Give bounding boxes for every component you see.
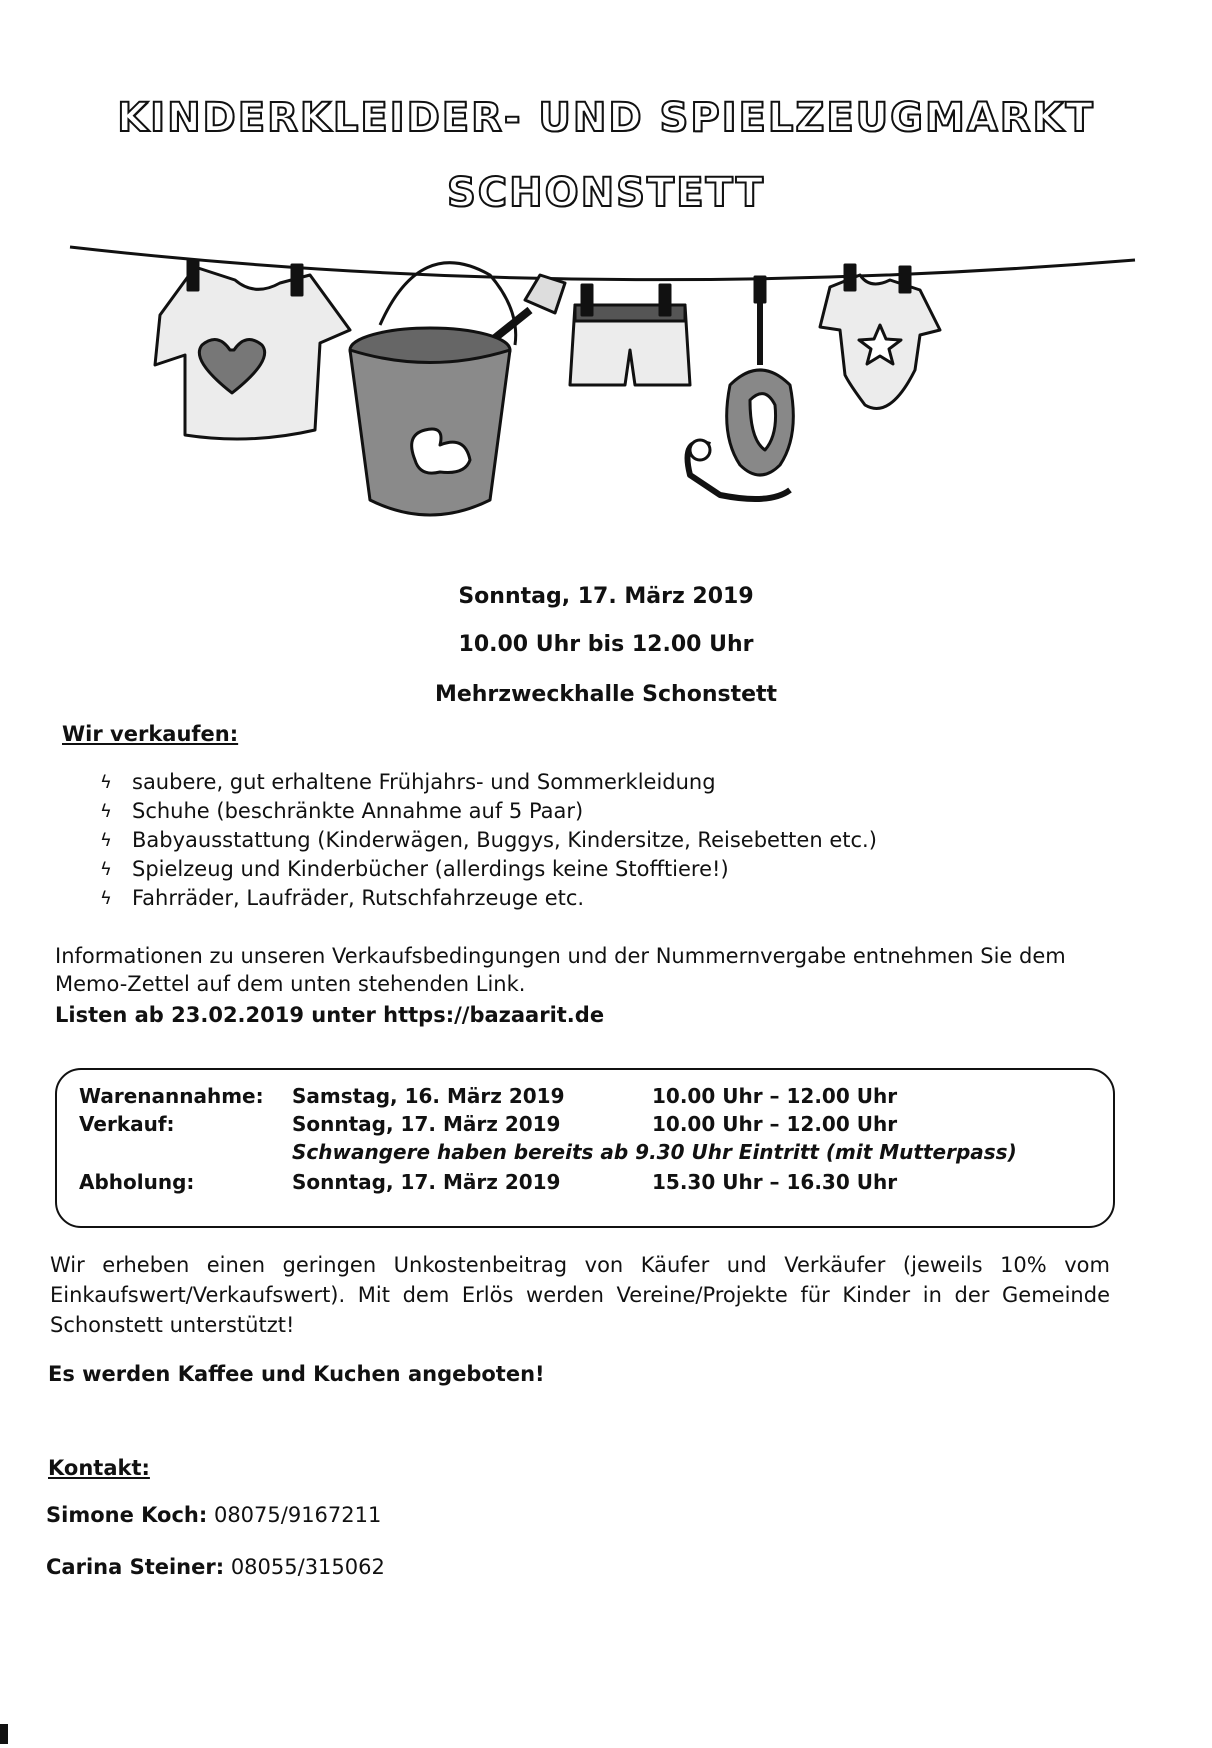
clothesline-illustration bbox=[60, 235, 1140, 565]
schedule-time: 10.00 Uhr – 12.00 Uhr bbox=[652, 1084, 898, 1108]
schedule-box bbox=[55, 1068, 1115, 1228]
contact-line bbox=[46, 1503, 381, 1527]
list-item: ϟ Babyausstattung (Kinderwägen, Buggys, Kindersitze, Reisebetten etc.) bbox=[100, 826, 877, 855]
event-place: Mehrzweckhalle Schonstett bbox=[434, 682, 778, 707]
contact-name: Carina Steiner: bbox=[46, 1555, 225, 1579]
snorkel-mask-icon bbox=[688, 277, 794, 499]
flash-bullet-icon: ϟ bbox=[100, 859, 112, 880]
schedule-date: Sonntag, 17. März 2019 bbox=[292, 1170, 561, 1194]
tshirt-icon bbox=[155, 260, 350, 439]
schedule-label: Verkauf: bbox=[79, 1112, 175, 1136]
sell-heading: Wir verkaufen: bbox=[62, 722, 239, 746]
contact-phone: 08055/315062 bbox=[230, 1555, 385, 1579]
flash-bullet-icon: ϟ bbox=[100, 801, 112, 822]
schedule-note: Schwangere haben bereits ab 9.30 Uhr Eintritt (mit Mutterpass) bbox=[292, 1140, 1017, 1164]
contact-heading: Kontakt: bbox=[48, 1456, 150, 1480]
list-item: ϟ Spielzeug und Kinderbücher (allerdings keine Stofftiere!) bbox=[100, 855, 877, 884]
schedule-time: 15.30 Uhr – 16.30 Uhr bbox=[652, 1170, 898, 1194]
flash-bullet-icon: ϟ bbox=[100, 830, 112, 851]
sell-list bbox=[100, 768, 877, 913]
schedule-date: Samstag, 16. März 2019 bbox=[292, 1084, 565, 1108]
clothesline bbox=[70, 247, 1135, 280]
list-item: ϟ Schuhe (beschränkte Annahme auf 5 Paar) bbox=[100, 797, 877, 826]
scan-mark bbox=[0, 1724, 8, 1744]
contact-phone: 08075/9167211 bbox=[213, 1503, 382, 1527]
flash-bullet-icon: ϟ bbox=[100, 772, 112, 793]
schedule-date: Sonntag, 17. März 2019 bbox=[292, 1112, 561, 1136]
contact-line bbox=[46, 1555, 385, 1579]
baby-onesie-icon bbox=[820, 265, 940, 408]
fee-text: Wir erheben einen geringen Unkostenbeitrag von Käufer und Verkäufer (jeweils 10% vom Einkaufswert/Verkaufswert). Mit dem Erlös werden Vereine/Projekte für Kinder in der Gemeinde Schonstett unterstützt! bbox=[50, 1253, 1110, 1337]
list-item: ϟ saubere, gut erhaltene Frühjahrs- und Sommerkleidung bbox=[100, 768, 877, 797]
contact-name: Simone Koch: bbox=[46, 1503, 208, 1527]
lists-link-text: Listen ab 23.02.2019 unter https://bazaarit.de bbox=[55, 1003, 605, 1027]
schedule-label: Warenannahme: bbox=[79, 1084, 264, 1108]
schedule-time: 10.00 Uhr – 12.00 Uhr bbox=[652, 1112, 898, 1136]
coffee-note: Es werden Kaffee und Kuchen angeboten! bbox=[48, 1362, 545, 1386]
event-date: Sonntag, 17. März 2019 bbox=[458, 584, 754, 609]
page-subtitle: SCHONSTETT bbox=[446, 170, 766, 216]
event-time: 10.00 Uhr bis 12.00 Uhr bbox=[458, 632, 754, 657]
schedule-label: Abholung: bbox=[79, 1170, 195, 1194]
sand-bucket-icon bbox=[350, 263, 565, 515]
page-title: KINDERKLEIDER- UND SPIELZEUGMARKT bbox=[117, 95, 1095, 141]
shorts-icon bbox=[570, 285, 690, 385]
flash-bullet-icon: ϟ bbox=[100, 888, 112, 909]
list-item: ϟ Fahrräder, Laufräder, Rutschfahrzeuge etc. bbox=[100, 884, 877, 913]
info-text: Informationen zu unseren Verkaufsbedingungen und der Nummernvergabe entnehmen Sie dem Memo-Zettel auf dem unten stehenden Link. bbox=[55, 944, 1066, 996]
